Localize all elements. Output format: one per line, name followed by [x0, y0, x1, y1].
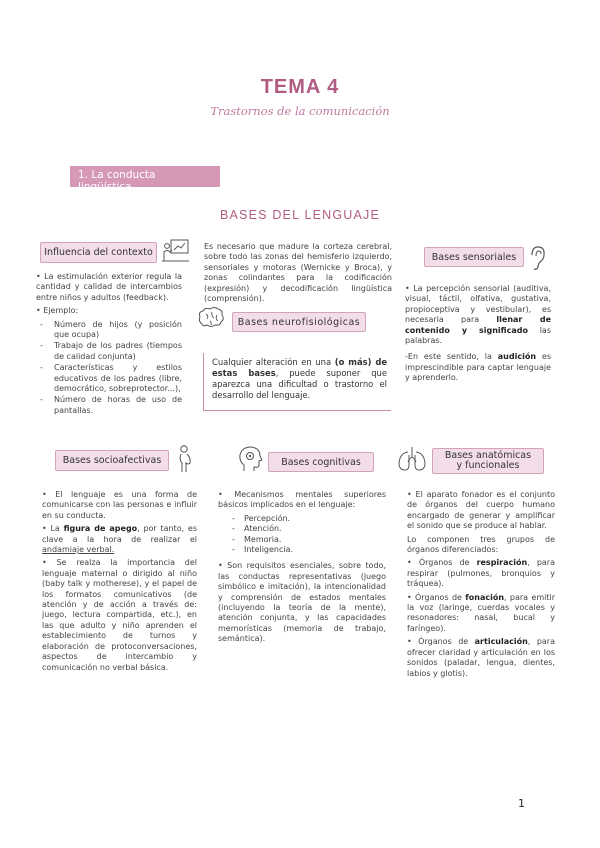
cognitivas-item: - Atención. — [244, 524, 386, 534]
sensoriales-p2 — [405, 352, 551, 383]
text-bold: figura de apego — [63, 524, 138, 534]
cognitivas-item: - Memoria. — [244, 535, 386, 545]
text-span: • Órganos de — [407, 592, 466, 602]
lungs-icon — [397, 445, 427, 473]
text-bold: respiración — [476, 558, 528, 568]
text-span: • La percepción sensorial (auditiva, visual, táctil, olfativa, gustativa, propioceptiva y vestibular), es necesaria para — [405, 284, 551, 325]
cognitivas-text — [218, 490, 386, 648]
text-span: -En este sentido, la — [405, 352, 498, 362]
text-span: • La — [42, 524, 64, 534]
brain-icon — [197, 306, 225, 330]
sensoriales-text — [405, 284, 551, 387]
contexto-text — [36, 272, 182, 417]
anatomicas-p4 — [407, 593, 555, 635]
text-span: es imprescindible para captar lenguaje y aprenderlo. — [405, 352, 551, 383]
quote-text: , puede suponer que aparezca una dificultad o trastorno el desarrollo del lenguaje. — [212, 368, 387, 400]
neuro-quote — [203, 353, 391, 411]
presentation-icon — [162, 237, 190, 263]
text-bold: articulación — [474, 637, 528, 647]
contexto-item: - Número de hijos (y posición que ocupa) — [54, 320, 182, 341]
anatomicas-text — [407, 490, 555, 682]
cognitivas-p1: • Mecanismos mentales superiores básicos implicados en el lenguaje: — [218, 490, 386, 510]
bases-heading: BASES DEL LENGUAJE — [219, 208, 381, 222]
text-bold: llenar de contenido y significado — [405, 315, 551, 335]
text-span: , por tanto, es clave a la hora de realizar el — [42, 524, 197, 544]
pill-bases-anatomicas: Bases anatómicas y funcionales — [432, 448, 544, 474]
text-span: • Órganos de — [407, 558, 477, 568]
socio-text — [42, 490, 197, 676]
quote-text: Cualquier alteración en una — [212, 357, 335, 367]
anatomicas-p3 — [407, 558, 555, 589]
text-bold: audición — [497, 352, 537, 362]
mother-icon — [176, 444, 194, 474]
contexto-item: - Trabajo de los padres (tiempos de calidad conjunta) — [54, 341, 182, 362]
section-heading: 1. La conducta lingüística — [70, 166, 220, 187]
socio-p1: • El lenguaje es una forma de comunicarse con las personas e influir en su conducta. — [42, 490, 197, 520]
text-bold: fonación — [465, 592, 505, 602]
contexto-item: - Características y estilos educativos de los padres (libre, democrático, sobreprotector...), — [54, 363, 182, 394]
page-number: 1 — [518, 797, 525, 810]
text-underline: andamiaje verbal. — [42, 545, 115, 555]
pill-influencia-contexto: Influencia del contexto — [40, 242, 157, 263]
anatomicas-p2: Lo componen tres grupos de órganos diferenciados: — [407, 534, 555, 555]
socio-p2 — [42, 524, 197, 555]
ear-icon — [527, 245, 547, 271]
pill-bases-sensoriales: Bases sensoriales — [424, 247, 524, 267]
text-span: , para emitir la voz (laringe, cuerdas vocales y resonadores: nasal, bucal y faríngeo). — [407, 592, 555, 633]
text-span: • Órganos de — [407, 637, 475, 647]
head-gear-icon — [238, 445, 264, 473]
cognitivas-item: - Inteligencia. — [244, 545, 386, 555]
contexto-item: - Número de horas de uso de pantallas. — [54, 395, 182, 416]
pill-bases-neurofisiologicas: Bases neurofisiológicas — [232, 312, 366, 332]
contexto-ejemplo: • Ejemplo: — [36, 306, 79, 316]
contexto-p1: • La estimulación exterior regula la cantidad y calidad de intercambios entre niños y adultos (feedback). — [36, 272, 182, 302]
page-title: TEMA 4 — [260, 76, 340, 98]
socio-p3: • Se realza la importancia del lenguaje maternal o dirigido al niño (baby talk y motherese), y el papel de los formatos comunicativos (de atención y de acción a través de: juego, lectura compartida, etc.), en las que adulto y niño aprenden el establecimiento de turnos y elaboración de protoconversaciones, aspectos de intercambio y comunicación no verbal básica. — [42, 558, 197, 672]
pill-bases-socioafectivas: Bases socioafectivas — [55, 450, 169, 471]
text-span: las palabras. — [405, 325, 551, 346]
page-subtitle: Trastornos de la comunicación — [210, 104, 390, 118]
text-span: , para ofrecer claridad y articulación en los sonidos (paladar, lengua, dientes, labios y glotis). — [407, 637, 555, 678]
sensoriales-p1 — [405, 284, 551, 346]
quote-bold: (o más) de estas bases — [212, 357, 387, 378]
anatomicas-p1: • El aparato fonador es el conjunto de órganos del cuerpo humano encargado de generar y amplificar el sonido que se produce al hablar. — [407, 490, 555, 531]
pill-bases-cognitivas: Bases cognitivas — [268, 452, 374, 472]
cognitivas-item: - Percepción. — [244, 514, 386, 524]
text-span: , para respirar (pulmones, bronquios y tráquea). — [407, 558, 555, 589]
cognitivas-p2: • Son requisitos esenciales, sobre todo, las conductas representativas (juego simbólico e imitación), la intencionalidad y comprensión de estados mentales (incluyendo la teoría de la mente), atención conjunta, y las capacidades memorísticas (memoria de trabajo, semántica). — [218, 561, 386, 644]
anatomicas-p5 — [407, 637, 555, 679]
neuro-intro: Es necesario que madure la corteza cerebral, sobre todo las zonas del hemisferio izquierdo, sensoriales y motoras (Wernicke y Broca), y zonas colindantes para la codificación (expresión) y decodificación lingüística (comprensión). — [204, 242, 392, 304]
